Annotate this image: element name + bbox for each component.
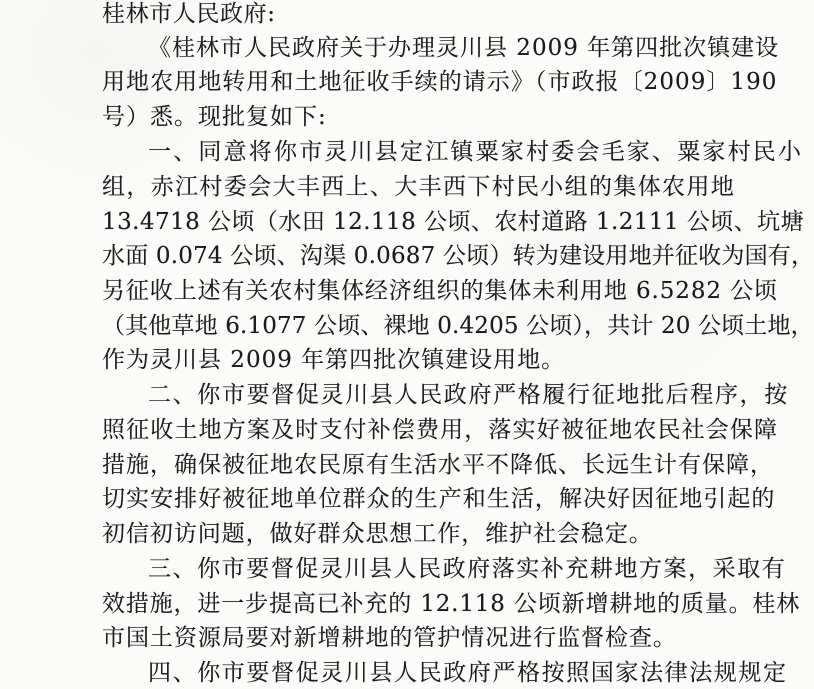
document-line: 三、你市要督促灵川县人民政府落实补充耕地方案，采取有	[148, 556, 787, 582]
document-line: 四、你市要督促灵川县人民政府严格按照国家法律法规规定	[148, 660, 788, 686]
document-line: 作为灵川县 2009 年第四批次镇建设用地。	[102, 347, 566, 373]
document-line: 用地农用地转用和土地征收手续的请示》（市政报〔2009〕190	[102, 69, 778, 95]
document-line: 效措施，进一步提高已补充的 12.118 公顷新增耕地的质量。桂林	[102, 591, 801, 617]
document-line: 号）悉。现批复如下:	[102, 104, 327, 130]
document-line: 初信初访问题，做好群众思想工作，维护社会稳定。	[102, 521, 653, 547]
document-line: 一、同意将你市灵川县定江镇粟家村委会毛家、粟家村民小	[148, 139, 804, 165]
document-line: 《桂林市人民政府关于办理灵川县 2009 年第四批次镇建设	[148, 35, 780, 61]
document-line: （其他草地 6.1077 公顷、裸地 0.4205 公顷），共计 20 公顷土地，	[102, 313, 814, 339]
document-line: 二、你市要督促灵川县人民政府严格履行征地批后程序，按	[148, 382, 789, 408]
document-addressee: 桂林市人民政府:	[102, 1, 276, 27]
document-line: 13.4718 公顷（水田 12.118 公顷、农村道路 1.2111 公顷、坑塘	[102, 209, 805, 235]
document-line: 照征收土地方案及时支付补偿费用，落实好被征地农民社会保障	[102, 417, 779, 443]
document-line: 另征收上述有关农村集体经济组织的集体未利用地 6.5282 公顷	[102, 278, 778, 304]
document-line: 措施，确保被征地农民原有生活水平不降低、长远生计有保障，	[102, 452, 774, 478]
document-line: 组，赤江村委会大丰西上、大丰西下村民小组的集体农用地	[102, 174, 736, 200]
document-line: 水面 0.074 公顷、沟渠 0.0687 公顷）转为建设用地并征收为国有，	[102, 243, 814, 269]
document-line: 市国土资源局要对新增耕地的管护情况进行监督检查。	[102, 625, 677, 651]
document-line: 切实安排好被征地单位群众的生产和生活，解决好因征地引起的	[102, 486, 776, 512]
